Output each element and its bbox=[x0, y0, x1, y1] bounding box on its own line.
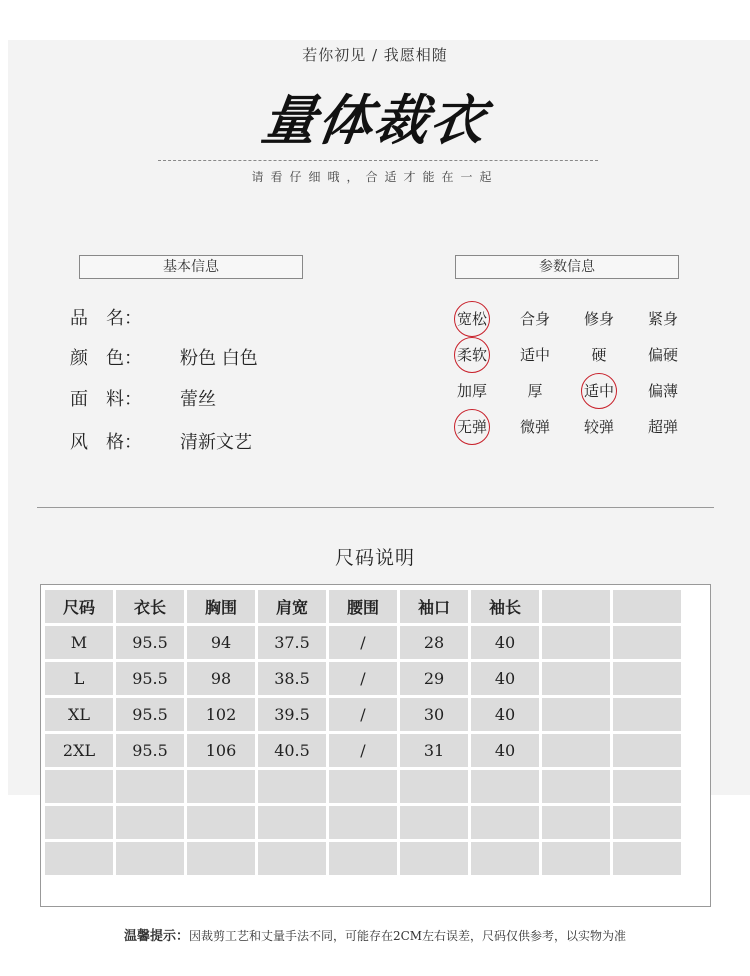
table-row bbox=[45, 806, 681, 839]
table-cell bbox=[613, 842, 681, 875]
table-cell bbox=[613, 770, 681, 803]
info-row-style bbox=[70, 428, 252, 454]
info-value: 清新文艺 bbox=[180, 432, 252, 453]
table-header-cell: 胸围 bbox=[187, 590, 255, 623]
table-cell: / bbox=[329, 626, 397, 659]
table-cell: 37.5 bbox=[258, 626, 326, 659]
table-cell bbox=[471, 770, 539, 803]
table-cell: XL bbox=[45, 698, 113, 731]
table-cell bbox=[400, 770, 468, 803]
param-option: 修身 bbox=[583, 310, 614, 328]
info-value: 粉色 白色 bbox=[180, 348, 258, 369]
table-cell: / bbox=[329, 662, 397, 695]
table-cell bbox=[471, 842, 539, 875]
table-header-cell: 尺码 bbox=[45, 590, 113, 623]
table-cell: 28 bbox=[400, 626, 468, 659]
table-cell: 2XL bbox=[45, 734, 113, 767]
table-cell bbox=[329, 842, 397, 875]
table-cell bbox=[45, 806, 113, 839]
header-title: 量体裁衣 bbox=[258, 88, 492, 152]
table-header-row bbox=[45, 590, 681, 623]
param-option: 较弹 bbox=[583, 418, 614, 436]
table-header-cell bbox=[613, 590, 681, 623]
table-cell: / bbox=[329, 698, 397, 731]
info-label: 颜 色： bbox=[70, 348, 142, 369]
table-cell: 95.5 bbox=[116, 626, 184, 659]
table-cell bbox=[258, 842, 326, 875]
table-cell bbox=[258, 770, 326, 803]
table-cell bbox=[542, 662, 610, 695]
table-cell: 40 bbox=[471, 662, 539, 695]
table-cell bbox=[471, 806, 539, 839]
table-cell: 102 bbox=[187, 698, 255, 731]
table-cell bbox=[329, 770, 397, 803]
table-header-cell bbox=[542, 590, 610, 623]
table-cell bbox=[187, 806, 255, 839]
table-cell: L bbox=[45, 662, 113, 695]
table-cell: / bbox=[329, 734, 397, 767]
size-table-frame bbox=[40, 584, 711, 907]
table-cell: 95.5 bbox=[116, 698, 184, 731]
table-cell bbox=[542, 770, 610, 803]
table-cell bbox=[116, 770, 184, 803]
table-row bbox=[45, 842, 681, 875]
table-cell bbox=[116, 806, 184, 839]
info-row-color bbox=[70, 344, 258, 370]
table-header-cell: 肩宽 bbox=[258, 590, 326, 623]
table-cell: 98 bbox=[187, 662, 255, 695]
info-label: 风 格： bbox=[70, 432, 142, 453]
table-cell bbox=[116, 842, 184, 875]
param-info-title: 参数信息 bbox=[455, 255, 679, 279]
table-cell: 40 bbox=[471, 734, 539, 767]
size-chart-title: 尺码说明 bbox=[334, 547, 415, 569]
table-cell bbox=[613, 698, 681, 731]
table-cell: 30 bbox=[400, 698, 468, 731]
param-option: 偏薄 bbox=[647, 382, 678, 400]
table-header-cell: 袖口 bbox=[400, 590, 468, 623]
table-row bbox=[45, 770, 681, 803]
table-cell bbox=[542, 626, 610, 659]
table-cell: 40 bbox=[471, 626, 539, 659]
param-option: 合身 bbox=[519, 310, 550, 328]
footer-note bbox=[0, 925, 750, 944]
table-row bbox=[45, 662, 681, 695]
header-divider bbox=[158, 160, 598, 161]
table-cell bbox=[613, 662, 681, 695]
header-tip: 请看仔细哦，合适才能在一起 bbox=[251, 170, 499, 184]
table-cell: 39.5 bbox=[258, 698, 326, 731]
basic-info-title: 基本信息 bbox=[79, 255, 303, 279]
table-cell bbox=[542, 734, 610, 767]
table-cell: 40.5 bbox=[258, 734, 326, 767]
table-cell bbox=[329, 806, 397, 839]
param-option-selected: 柔软 bbox=[454, 337, 490, 373]
info-label: 品 名： bbox=[70, 308, 142, 329]
info-row-fabric bbox=[70, 385, 216, 411]
param-option-selected: 无弹 bbox=[454, 409, 490, 445]
table-cell bbox=[258, 806, 326, 839]
table-cell bbox=[613, 734, 681, 767]
table-row bbox=[45, 626, 681, 659]
table-cell bbox=[45, 770, 113, 803]
param-option: 微弹 bbox=[519, 418, 550, 436]
table-cell bbox=[613, 806, 681, 839]
size-table bbox=[42, 587, 684, 878]
param-option-selected: 宽松 bbox=[454, 301, 490, 337]
table-cell: 38.5 bbox=[258, 662, 326, 695]
info-row-name bbox=[70, 304, 180, 330]
param-option: 紧身 bbox=[647, 310, 678, 328]
param-option: 偏硬 bbox=[647, 346, 678, 364]
table-cell: 95.5 bbox=[116, 662, 184, 695]
table-row bbox=[45, 698, 681, 731]
param-option: 适中 bbox=[519, 346, 550, 364]
param-option: 超弹 bbox=[647, 418, 678, 436]
table-cell: 94 bbox=[187, 626, 255, 659]
table-cell: 29 bbox=[400, 662, 468, 695]
table-cell bbox=[542, 842, 610, 875]
table-cell bbox=[187, 770, 255, 803]
table-cell: 40 bbox=[471, 698, 539, 731]
param-option: 加厚 bbox=[456, 382, 487, 400]
table-cell bbox=[542, 698, 610, 731]
table-cell bbox=[613, 626, 681, 659]
table-cell bbox=[45, 842, 113, 875]
param-option-selected: 适中 bbox=[581, 373, 617, 409]
footer-label: 温馨提示： bbox=[123, 929, 189, 944]
param-option: 厚 bbox=[527, 382, 543, 400]
param-option: 硬 bbox=[591, 346, 607, 364]
table-cell bbox=[400, 842, 468, 875]
table-cell bbox=[542, 806, 610, 839]
table-row bbox=[45, 734, 681, 767]
table-cell bbox=[187, 842, 255, 875]
table-cell: M bbox=[45, 626, 113, 659]
footer-text: 因裁剪工艺和丈量手法不同，可能存在2CM左右误差，尺码仅供参考，以实物为准 bbox=[188, 929, 627, 943]
info-label: 面 料： bbox=[70, 389, 142, 410]
table-cell: 95.5 bbox=[116, 734, 184, 767]
table-header-cell: 腰围 bbox=[329, 590, 397, 623]
table-header-cell: 衣长 bbox=[116, 590, 184, 623]
info-value: 蕾丝 bbox=[180, 389, 216, 410]
section-divider bbox=[37, 507, 714, 508]
table-cell bbox=[400, 806, 468, 839]
table-cell: 106 bbox=[187, 734, 255, 767]
table-header-cell: 袖长 bbox=[471, 590, 539, 623]
header-subtitle: 若你初见 / 我愿相随 bbox=[302, 46, 448, 64]
table-cell: 31 bbox=[400, 734, 468, 767]
